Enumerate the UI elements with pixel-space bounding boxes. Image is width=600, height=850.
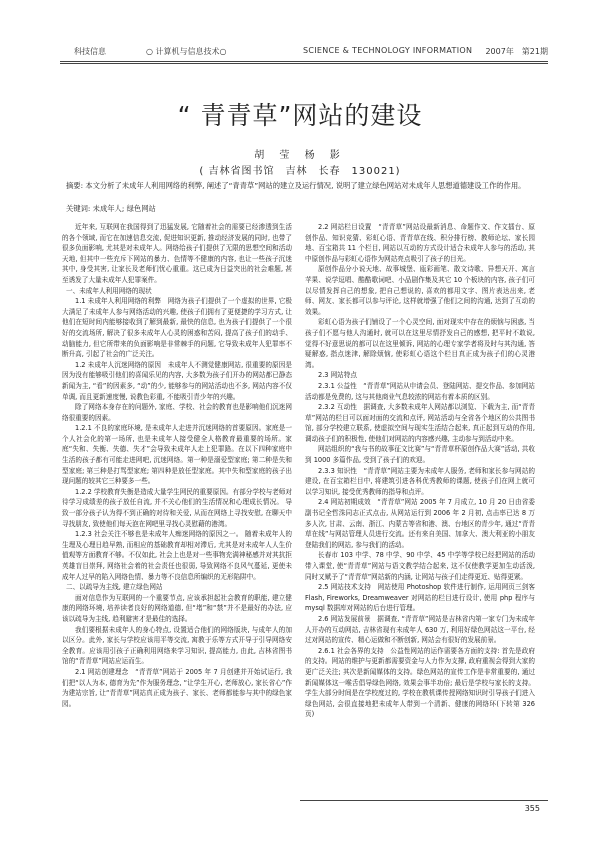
paragraph: 原创作品分小说天地、故事城堡、瓯彩画笔、散文诗歌、异想天开、寓言苹果、说学逗唱、酷酷歌词吧、小品剧作集及其它 10 个板块的内容, 孩子们可以尽情发挥自己的想象, 把自己想说的, 喜欢的都用文字、图片表达出来, 老师、网友、家长都可以参与评论, 这样就增强了他们之间的沟通, 达到了互动的效果。 bbox=[305, 265, 535, 316]
journal-name: 科技信息 bbox=[74, 47, 106, 56]
paragraph: 面对信息作为互联网的一个重要节点, 应该承担起社会教育的职能, 建立健康的网络环境, 培养读者良好的网络道德, 但“堵”和“禁”并不是最好的办法, 应该以疏导为主线, 趋利避害才是最佳的选择。 bbox=[62, 593, 292, 623]
paragraph: 除了网络本身存在的问题外, 家庭、学校、社会的教育也是影响他们沉迷网络很重要的因素。 bbox=[62, 403, 292, 422]
paragraph: 2.4 网站初期成效 “青青草”网站 2005 年 7 月成立, 10 月 20 日由省委副书记全哲洙同志正式点击, 从网站运行到 2006 年 2 月初, 点击率已达 8 万多人次, 甘肃、云南、浙江、内蒙古等省和港、澳、台地区的青少年, 通过“青青草在线”与网站管理人员进行交流。还有来自美国、加拿大、澳大利亚的小朋友登陆我们的网站, 参与我们的活动。 bbox=[305, 498, 535, 549]
paragraph: 1.2.2 学校教育失衡是造成大量学生网民的重要原因。有部分学校与老师对待学习成绩差的孩子放任自流, 并不关心他们的生活情况和心理成长情况。 导致一部分孩子认为得不到正确的对待和关爱, 从而在网络上寻找安慰, 在聊天中寻找朋友, 致使他们每天泡在网吧里寻找心灵慰藉的港湾。 bbox=[62, 487, 292, 528]
paragraph: 1.2 未成年人沉迷网络的原因 未成年人不测觉健康网站, 很重要的原因是因为没有能够吸引他们的喜闻乐见的内容, 大多数为孩子们开办的网站都已静态新闻为主, “看”的因素多, “动”的少, 能够参与的网站活动也不多, 网站内容不仅单调, 而且更新速度慢, 说教色彩重, 不能吸引青少年的兴趣。 bbox=[62, 360, 292, 401]
paragraph: 1.2.3 社会关注不够也是未成年人痴迷网络的原因之一。 随着未成年人的生理及心理日趋早熟, 而相应的基础教育却相对滞后, 尤其是对未成年人人生价值观等方面教育不够。不仅如此, 社会上也是对一些事物充满神秘感并对其抗拒英雄盲目崇拜, 网络社会着的社会责任也很弱, 导致网络不良风气蔓延, 更使未成年人过早的陷入网络色情、暴力等不良信息所编织的无形陷阱中。 bbox=[62, 530, 292, 581]
page-number: 355 bbox=[524, 804, 540, 813]
article-title: “ 青青草”网站的建设 bbox=[177, 101, 423, 130]
right-column bbox=[305, 222, 535, 767]
paragraph: 2.3.1 公益性 “青青草”网站从申请会员、登陆网站、提交作品、参加网站活动都是免费的, 这与其他商业气息较浓的网站有着本质的区别。 bbox=[305, 381, 535, 401]
journal-english-name: SCIENCE & TECHNOLOGY INFORMATION bbox=[303, 46, 473, 55]
paragraph: 近年来, 互联网在我国得到了迅猛发展, 它随着社会的需要已经渗透到生活的各个领域, 而它在加速信息交流, 促进知识更新, 推动经济发展的同时, 也带了很多负面影响, 尤其是对未成年人。网络给孩子们提供了无限的思想空间和活动天地, 但其中一些充斥下网站的暴力、色情等不健康的内容, 也让一些孩子沉迷其中, 身受其害, 让家长及老师们忧心重重。这已成为日益突出的社会难题, 甚至诱发了大量未成年人犯罪案件。 bbox=[62, 223, 292, 284]
running-header bbox=[60, 44, 548, 60]
paragraph: 2.3.3 知识性 “青青草”网站主要为未成年人服务, 老师和家长参与网站的建设, 在百宝箱栏目中, 将建筑引进各科优秀教师的课题, 使孩子们在网上就可以学习知识, 接受优秀教师的指导和点评。 bbox=[305, 466, 535, 496]
issue-label: 2007年 第21期 bbox=[485, 47, 548, 56]
paragraph: 2.5 网站技术支持 网站使用 Photoshop 软件进行制作, 运用网页三剑客 Flash, Fireworks, Dreamweaver 对网站的栏目进行设计, 使用 php 程序与 mysql 数据库对网站的后台进行管理。 bbox=[305, 583, 535, 613]
paragraph: 2.1 网站创建理念 “青青草”网站于 2005 年 7 月创建并开始试运行, 我们把“以人为本, 德育为先”作为服务理念, “让学生开心, 老师放心, 家长省心”作为建站宗旨, 让“青青草”网站真正成为孩子、家长、老师都能参与其中的绿色家园。 bbox=[62, 667, 292, 708]
paragraph: 二、以疏导为主线, 建立绿色网站 bbox=[66, 583, 163, 592]
paragraph: 网站组织的“我与书的故事征文比赛”与“青青草杯原创作品大赛”活动, 共收到 1000 多篇作品, 受到了孩子们的欢迎。 bbox=[305, 445, 535, 465]
authors: 胡 莹 杨 影 bbox=[254, 150, 346, 161]
footer-rule bbox=[300, 800, 548, 801]
paragraph: 2.6.1 社会各界的支持 公益性网站的运作需要各方面的支持: 首先是政府的支持。网站的维护与更新都需要资金与人力作为支撑, 政府重视会得到大家的更广泛关注; 其次是新闻媒体的支持。绿色网站的宣传工作是非常重要的, 通过新闻媒体这一喉舌倡导绿色网络, 效果会事半功倍; 最后是学校与家长的支持。学生大部分时间是在学校度过的, 学校在教机课传授网络知识时引导孩子们进入绿色网站, 会很直接地把未成年人带到一个清新、健康的网络环(下转第 326 页) bbox=[305, 646, 535, 719]
paragraph: 2.6 网站发展前景 据调查, “青青草”网站是吉林省内第一家专门为未成年人开办的互动网站, 吉林省现有未成年人 630 万, 利用好绿色网站这一平台, 经过对网站的宣传、精心运做和不断创新, 网站会有很好的发展前景。 bbox=[305, 614, 535, 645]
header-rule-thin bbox=[60, 63, 548, 64]
paragraph: 2.2 网站栏目设置 “青青草”网站设最新消息、命题作文、作文擂台、原创作品、知识竞猜、彩虹心语、青青草在线、积分排行榜、教师论坛、家长园地、百宝箱共 11 个栏目, 网站以互动的方式设计适合未成年人参与的活动, 其中原创作品与彩虹心语作为网站亮点吸引了孩子的目光。 bbox=[305, 223, 535, 263]
paragraph: 1.2.1 不良的家庭环境, 是未成年人走进并沉迷网络的首要原因。家庭是一个人社会化的第一场所, 也是未成年人接受健全人格教育最重要的场所。家庭“失和、失衡、失德、失才”会导致未成年人走上犯罪路。在以下四种家庭中生活的孩子都有可能走进网吧, 沉迷网络。第一种是溺爱型家庭; 第二种是失和型家庭; 第三种是打骂型家庭; 第四种是放任型家庭。其中失和型家庭的孩子出现问题的较其它三种要多一些。 bbox=[62, 424, 292, 486]
paragraph: 一、未成年人利用网络的现状 bbox=[66, 286, 152, 295]
paragraph: 1.1 未成年人利用网络的利弊 网络为孩子们提供了一个虚拟的世界, 它极大满足了未成年人参与网络活动的兴趣, 使孩子们拥有了更便捷的学习方式, 让他们在短时间内能够接收到了解到最新, 最快的信息, 也为孩子们提供了一个很好的交流场所, 解决了很多未成年人心灵的困惑和苦闷, 提高了孩子们的动手、动脑能力, 但它所带来的负面影响是非常棘手的问题, 它导致未成年人犯罪率不断升高, 引起了社会的广泛关注。 bbox=[62, 297, 292, 359]
header-rule bbox=[60, 61, 548, 62]
paragraph: 2.3 网站特点 bbox=[318, 371, 357, 380]
paragraph: 长春市 103 中学、78 中学、90 中学、45 中学等学校已经把网站的活动带入课堂, 使“青青草”网站与语文教学结合起来, 这不仅使教学更加生动活泼, 同时又赋予了“青青草”网站新的内涵, 让网站与孩子们走得更近、贴得更紧。 bbox=[305, 551, 535, 581]
keywords: 关键词: 未成年人; 绿色网站 bbox=[66, 204, 156, 213]
paragraph: 我们要根据未成年人的身心特点, 设置适合他们的网络版块, 与成年人的加以区分。此外, 家长与学校应该用平等交流, 寓教于乐等方式开导于引导网络安全教育。应该用引孩子正确利用网络来学习知识, 提高能力, 由此, 吉林省图书馆的“青青草”网站应运而生。 bbox=[62, 625, 292, 666]
paragraph: 2.3.2 互动性 据调查, 大多数未成年人网站都以浏览、下载为主, 而“青青草”网站的栏目可以面对面的交流和点评, 网站活动与全省各个地区的公共图书馆, 部分学校建立联系, 使虚拟空间与现实生活结合起来, 真正起到互动的作用, 调动孩子们的积极性, 使他们对网站的内容感兴趣, 主动参与到活动中来。 bbox=[305, 403, 535, 443]
paragraph: 彩虹心语为孩子们铺设了一个心灵空间, 面对现实中存在的烦恼与困惑, 当孩子们不愿与他人沟通时, 就可以在这里尽情抒发自己的感想, 把平时不敢说, 觉得不好意思说的都可以在这里倾诉, 网站的心理专家学者将及时与其沟通, 答疑解惑, 指点迷津, 解除烦恼, 使彩虹心语这个栏目真正成为孩子们的心灵港湾。 bbox=[305, 318, 535, 369]
affiliation: ( 吉林省图书馆 吉林 长春 130021) bbox=[199, 166, 401, 177]
abstract: 摘要: 本文分析了未成年人利用网络的利弊, 阐述了“青青草”网站的建立及运行情况, 说明了建立绿色网站对未成年人思想道德建设工作的作用。 bbox=[66, 181, 526, 190]
left-column bbox=[62, 222, 292, 767]
section-name: ○ 计算机与信息技术○ bbox=[146, 47, 227, 56]
